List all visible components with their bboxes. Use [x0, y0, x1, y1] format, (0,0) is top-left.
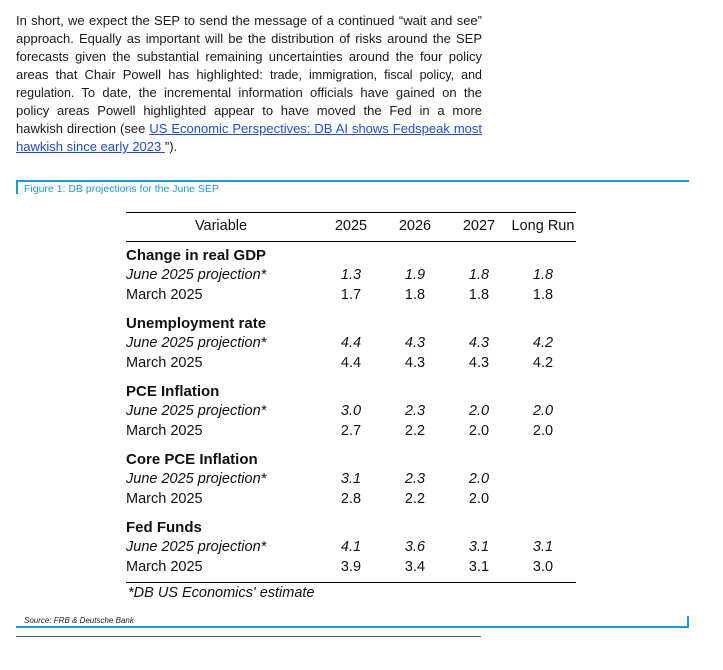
paragraph-text-1: In short, we expect the SEP to send the message of a continued “wait and see” approach. Equally as important will be the distribution of risks around the SEP forecasts given the substantial remaining uncertainties around the four policy areas that Chair Powell has highlighted: [16, 13, 482, 82]
table-cell: 3.1 [468, 539, 490, 555]
table-cell: 1.3 [340, 267, 362, 283]
table-cell: 4.2 [532, 355, 554, 371]
group-title: Core PCE Inflation [126, 451, 258, 468]
fedspeak-report-link[interactable]: US Economic Perspectives: DB AI shows Fedspeak most hawkish since early 2023 [16, 121, 483, 154]
table-cell: 2.8 [340, 491, 362, 507]
row-label: March 2025 [126, 423, 203, 439]
table-bottom-rule [126, 582, 576, 583]
table-cell: 3.1 [468, 559, 490, 575]
table-cell: 2.0 [532, 403, 554, 419]
figure-top-rule [16, 180, 689, 182]
figure-bottom-rule [16, 626, 689, 628]
table-header [126, 212, 576, 242]
row-label: June 2025 projection* [126, 471, 267, 487]
table-cell: 2.0 [532, 423, 554, 439]
table-cell: 4.1 [340, 539, 362, 555]
table-cell: 4.3 [404, 335, 426, 351]
figure-left-marker [16, 180, 18, 194]
row-label: June 2025 projection* [126, 267, 267, 283]
table-cell: 4.2 [532, 335, 554, 351]
table-row [126, 267, 576, 287]
row-label: June 2025 projection* [126, 403, 267, 419]
paragraph-text-4: ”). [164, 139, 178, 154]
table-cell: 3.6 [404, 539, 426, 555]
header-2027: 2027 [462, 218, 496, 234]
row-label: March 2025 [126, 491, 203, 507]
table-cell: 3.1 [532, 539, 554, 555]
projections-table [126, 212, 576, 583]
group-title: Unemployment rate [126, 315, 267, 332]
table-cell: 1.8 [532, 287, 554, 303]
paragraph-text-3: To date, the incremental information officials have gained on the policy areas Powell highlighted appear to have moved the Fed in a more hawkish direction (see [16, 85, 482, 136]
table-cell: 3.0 [340, 403, 362, 419]
header-2026: 2026 [398, 218, 432, 234]
table-cell: 3.1 [340, 471, 362, 487]
table-cell: 4.3 [468, 355, 490, 371]
table-cell: 1.8 [468, 287, 490, 303]
group-real-gdp [126, 242, 576, 310]
table-cell: 2.2 [404, 491, 426, 507]
paragraph-text-2: trade, immigration, fiscal policy, and regulation. [16, 68, 482, 100]
table-cell: 2.3 [404, 403, 426, 419]
group-title: PCE Inflation [126, 383, 220, 400]
table-row [126, 355, 576, 375]
table-row [126, 559, 576, 579]
group-fed-funds [126, 514, 576, 582]
table-cell: 2.0 [468, 491, 490, 507]
table-cell: 2.3 [404, 471, 426, 487]
table-cell: 2.2 [404, 423, 426, 439]
row-label: March 2025 [126, 559, 203, 575]
table-cell: 1.7 [340, 287, 362, 303]
table-row [126, 471, 576, 491]
header-2025: 2025 [334, 218, 368, 234]
table-cell: 4.4 [340, 335, 362, 351]
table-row [126, 491, 576, 511]
row-label: March 2025 [126, 355, 203, 371]
table-cell: 3.0 [532, 559, 554, 575]
group-core-pce-inflation [126, 446, 576, 514]
table-cell: 2.0 [468, 403, 490, 419]
table-cell: 1.8 [532, 267, 554, 283]
group-title: Fed Funds [126, 519, 202, 536]
row-label: June 2025 projection* [126, 539, 267, 555]
page-divider [16, 636, 481, 637]
table-cell: 3.4 [404, 559, 426, 575]
table-cell: 1.8 [404, 287, 426, 303]
row-label: June 2025 projection* [126, 335, 267, 351]
table-cell: 4.3 [404, 355, 426, 371]
table-footnote: *DB US Economics' estimate [128, 585, 315, 601]
group-title: Change in real GDP [126, 247, 267, 264]
group-pce-inflation [126, 378, 576, 446]
table-cell: 2.7 [340, 423, 362, 439]
figure-title: Figure 1: DB projections for the June SEP [24, 183, 219, 195]
table-cell: 3.9 [340, 559, 362, 575]
table-row [126, 287, 576, 307]
table-cell: 2.0 [468, 423, 490, 439]
header-long-run: Long Run [511, 218, 575, 234]
table-cell: 4.3 [468, 335, 490, 351]
body-paragraph [16, 12, 482, 156]
table-cell: 1.9 [404, 267, 426, 283]
table-cell: 1.8 [468, 267, 490, 283]
table-row [126, 403, 576, 423]
table-cell: 4.4 [340, 355, 362, 371]
row-label: March 2025 [126, 287, 203, 303]
table-row [126, 335, 576, 355]
table-cell: 2.0 [468, 471, 490, 487]
table-row [126, 423, 576, 443]
header-variable: Variable [194, 218, 248, 234]
figure-source: Source: FRB & Deutsche Bank [24, 616, 134, 625]
table-row [126, 539, 576, 559]
group-unemployment [126, 310, 576, 378]
